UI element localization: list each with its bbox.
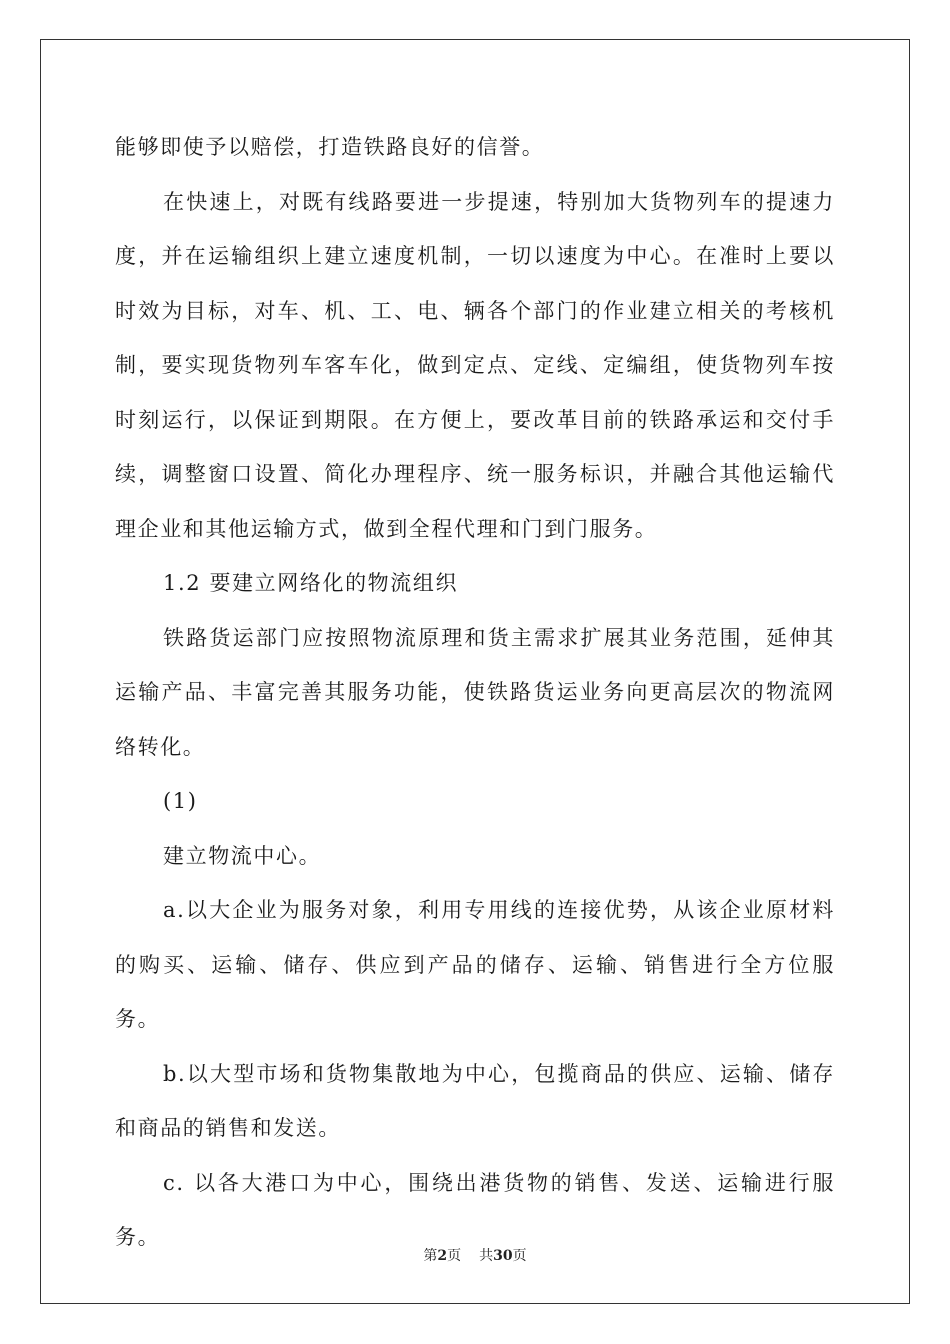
list-number: (1): [163, 789, 198, 813]
list-item-c: c. 以各大港口为中心，围绕出港货物的销售、发送、运输进行服务。: [115, 1170, 835, 1249]
total-prefix: 共: [479, 1248, 494, 1264]
paragraph-3: 铁路货运部门应按照物流原理和货主需求扩展其业务范围，延伸其运输产品、丰富完善其服务功能，使铁路货运业务向更高层次的物流网络转化。: [115, 625, 835, 759]
document-body: [115, 120, 835, 1265]
section-heading: 1.2 要建立网络化的物流组织: [163, 571, 459, 595]
list-item-a: a.以大企业为服务对象，利用专用线的连接优势，从该企业原材料的购买、运输、储存、供应到产品的储存、运输、销售进行全方位服务。: [115, 898, 835, 1031]
paragraph-1: 能够即使予以赔偿，打造铁路良好的信誉。: [115, 135, 545, 159]
paragraph-2: 在快速上，对既有线路要进一步提速，特别加大货物列车的提速力度，并在运输组织上建立速度机制，一切以速度为中心。在准时上要以时效为目标，对车、机、工、电、辆各个部门的作业建立相关的考核机制，要实现货物列车客车化，做到定点、定线、定编组，使货物列车按时刻运行，以保证到期限。在方便上，要改革目前的铁路承运和交付手续，调整窗口设置、简化办理程序、统一服务标识，并融合其他运输代理企业和其他运输方式，做到全程代理和门到门服务。: [115, 189, 835, 541]
page-footer: [0, 1245, 950, 1265]
total-pages: 30: [493, 1248, 513, 1264]
subheading: 建立物流中心。: [163, 843, 322, 868]
page-prefix: 第: [423, 1248, 438, 1264]
list-item-b: b.以大型市场和货物集散地为中心，包揽商品的供应、运输、储存和商品的销售和发送。: [115, 1061, 835, 1140]
total-suffix: 页: [512, 1248, 527, 1264]
page-suffix: 页: [447, 1248, 462, 1264]
page-number: 2: [437, 1248, 448, 1264]
